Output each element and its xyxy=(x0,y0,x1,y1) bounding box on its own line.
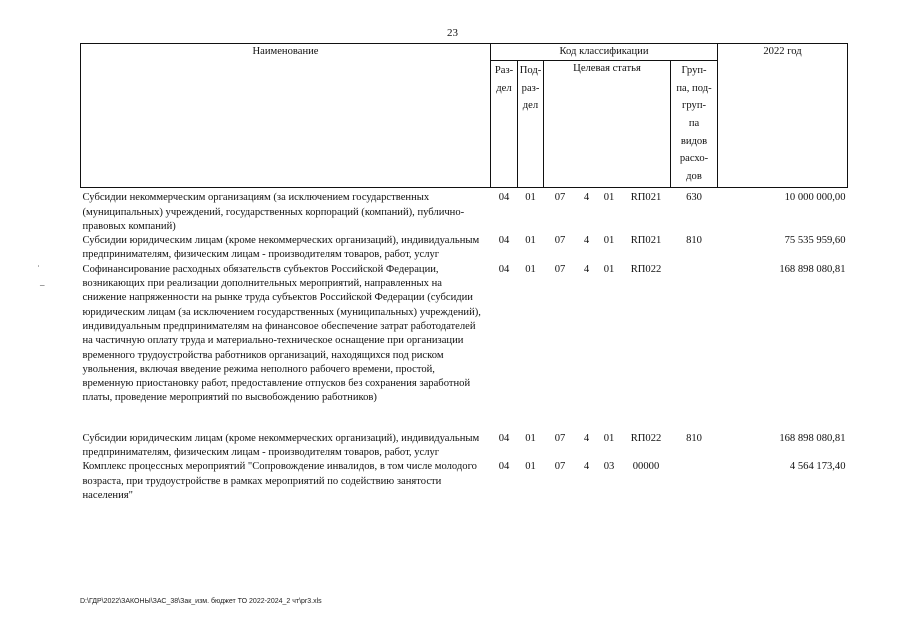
row-amount: 168 898 080,81 xyxy=(779,432,846,444)
row-cs-type: 4 xyxy=(583,263,590,275)
row-cs-program: 07 xyxy=(554,235,566,247)
file-path-footer: D:\ГДР\2022\ЗАКОНЫ\ЗАС_38\Зак_изм. бюджет ТО 2022-2024_2 чт\pr3.xls xyxy=(80,598,322,605)
spacer-row xyxy=(81,406,848,432)
table-row xyxy=(81,234,848,263)
table-row xyxy=(81,460,848,503)
row-vr: 810 xyxy=(686,235,702,247)
header-target-article: Целевая статья xyxy=(544,61,671,188)
row-podrazdel: 01 xyxy=(525,432,536,444)
row-razdel: 04 xyxy=(498,263,510,275)
row-name: Субсидии юридическим лицам (кроме некоммерческих организаций), индивидуальным предпринимателям, физическим лицам - производителям товаров, работ, услуг xyxy=(82,432,480,459)
row-cs-type: 4 xyxy=(583,235,590,247)
row-cs-program: 07 xyxy=(554,432,566,444)
table-row xyxy=(81,188,848,234)
header-row-1 xyxy=(81,44,848,61)
row-cs-direction: 00000 xyxy=(632,461,660,473)
header-section: Раз- дел xyxy=(491,61,518,188)
header-year: 2022 год xyxy=(718,44,848,188)
margin-mark: – xyxy=(40,280,45,290)
row-cs-structure: 01 xyxy=(603,263,615,275)
row-podrazdel: 01 xyxy=(525,192,536,204)
row-amount: 168 898 080,81 xyxy=(779,263,846,275)
row-cs-structure: 01 xyxy=(603,192,615,204)
header-name: Наименование xyxy=(81,44,491,188)
row-vr xyxy=(671,460,718,503)
row-cs-type: 4 xyxy=(583,192,590,204)
row-cs-structure: 01 xyxy=(603,432,615,444)
row-cs-direction: RП022 xyxy=(630,263,662,275)
row-cs-program: 07 xyxy=(554,263,566,275)
header-subsection: Под- раз- дел xyxy=(518,61,544,188)
margin-mark: ˙ xyxy=(37,264,40,274)
row-podrazdel: 01 xyxy=(525,263,536,275)
row-cs-program: 07 xyxy=(554,461,566,473)
page-number: 23 xyxy=(447,27,458,39)
budget-table xyxy=(80,43,848,503)
row-name: Софинансирование расходных обязательств субъектов Российской Федерации, возникающих при реализации дополнительных мероприятий, направленных на снижение напряженности на рынке труда субъектов Российской Федерации (субсидии юридическим лицам (за исключением государственных (муниципальных) учреждений), индивидуальным предпринимателям на финансовое обеспечение затрат работодателей на частичную оплату труда и материально-техническое оснащение при организации временного трудоустройства работников организаций, находящихся под риском увольнения, включая введение режима неполного рабочего времени, простой, временную приостановку работ, предоставление отпусков без сохранения заработной платы, проведение мероприятий по высвобождению работников) xyxy=(82,263,481,404)
row-razdel: 04 xyxy=(498,235,510,247)
row-vr xyxy=(671,263,718,406)
row-razdel: 04 xyxy=(498,461,510,473)
row-cs-direction: RП022 xyxy=(630,432,662,444)
row-cs-type: 4 xyxy=(583,432,590,444)
table-row xyxy=(81,263,848,406)
row-vr: 630 xyxy=(686,192,702,204)
row-razdel: 04 xyxy=(498,432,510,444)
row-cs-direction: RП021 xyxy=(630,192,662,204)
row-razdel: 04 xyxy=(498,192,510,204)
row-cs-program: 07 xyxy=(554,192,566,204)
row-amount: 75 535 959,60 xyxy=(784,235,846,247)
row-name: Субсидии юридическим лицам (кроме некоммерческих организаций), индивидуальным предпринимателям, физическим лицам - производителям товаров, работ, услуг xyxy=(82,235,480,261)
row-name: Субсидии некоммерческим организациям (за исключением государственных (муниципальных) учреждений, государственных корпораций (компаний), публично-правовых компаний) xyxy=(82,192,465,232)
row-cs-structure: 01 xyxy=(603,235,615,247)
row-podrazdel: 01 xyxy=(525,461,536,473)
row-amount: 10 000 000,00 xyxy=(784,192,846,204)
row-cs-direction: RП021 xyxy=(630,235,662,247)
row-name: Комплекс процессных мероприятий "Сопровождение инвалидов, в том числе молодого возраста, при трудоустройстве в рамках мероприятий по содействию занятости населения" xyxy=(82,461,477,501)
row-vr: 810 xyxy=(686,432,702,444)
row-podrazdel: 01 xyxy=(525,235,536,247)
table-row xyxy=(81,432,848,461)
row-cs-structure: 03 xyxy=(603,461,615,473)
row-amount: 4 564 173,40 xyxy=(789,461,846,473)
row-cs-type: 4 xyxy=(583,461,590,473)
header-expense-group: Груп- па, под- груп- па видов расхо- дов xyxy=(671,61,718,188)
header-classification-code: Код классификации xyxy=(491,44,718,61)
